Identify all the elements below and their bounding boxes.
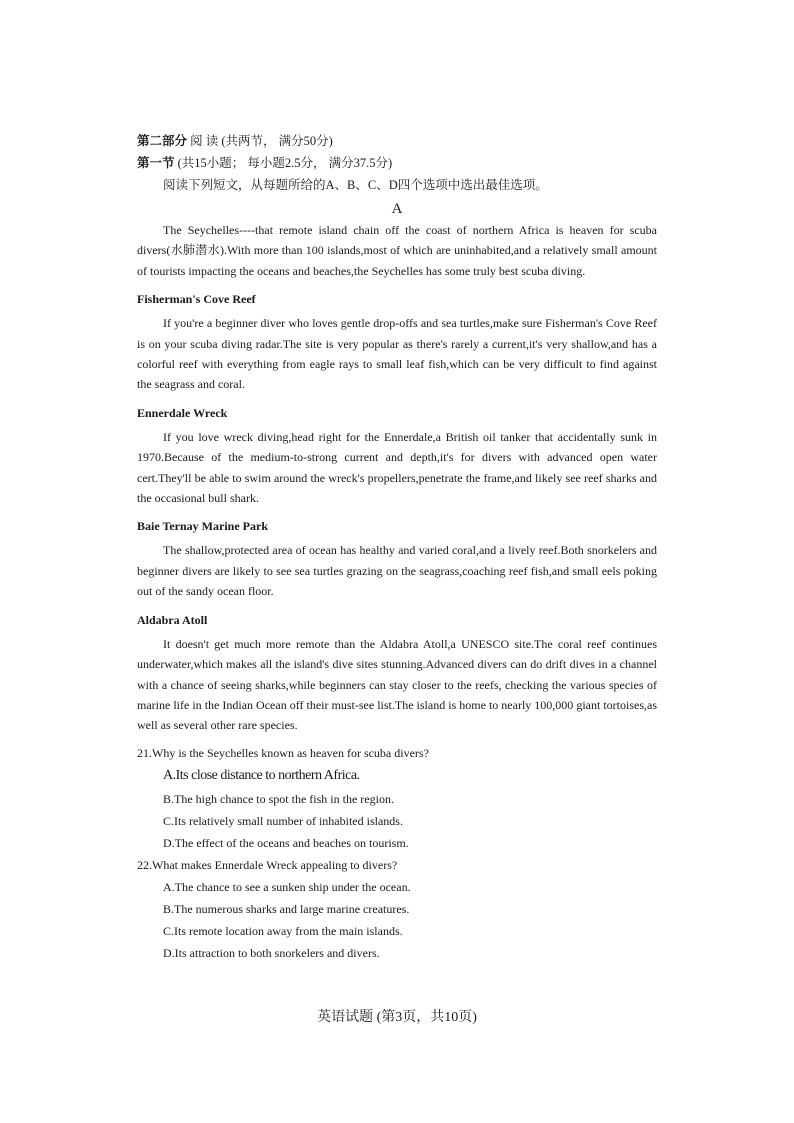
question-stem: 21.Why is the Seychelles known as heaven for scuba divers? [137,745,429,760]
exam-page [137,130,657,964]
section-text-fishermans-cove: If you're a beginner diver who loves gentle drop-offs and sea turtles,make sure Fisherman's Cove Reef is on your scuba diving radar.The site is very popular as there's rarely a current,it's very shallow,and has a colorful reef with everything from eagle rays to small leaf fish,which can be very difficult to find against the seagrass and coral. [137,316,657,392]
question-21 [137,742,657,854]
option-b: B.The high chance to spot the fish in the region. [163,791,394,806]
option-d: D.The effect of the oceans and beaches on tourism. [163,835,409,850]
option-a: A.Its close distance to northern Africa. [163,767,360,783]
section-text-baie-ternay: The shallow,protected area of ocean has healthy and varied coral,and a lively reef.Both snorkelers and beginner divers are likely to see sea turtles grazing on the seagrass,coaching reef fish,and small eels poking out of the sandy ocean floor. [137,543,657,599]
question-22 [137,854,657,964]
option-a: A.The chance to see a sunken ship under the ocean. [163,879,411,894]
passage-letter: A [391,201,403,217]
section-title-aldabra-atoll: Aldabra Atoll [137,612,208,627]
section-label: 第一节 [137,156,175,170]
option-d: D.Its attraction to both snorkelers and divers. [163,945,380,960]
option-c: C.Its relatively small number of inhabited islands. [163,813,403,828]
section-text-ennerdale-wreck: If you love wreck diving,head right for the Ennerdale,a British oil tanker that accidentally sunk in 1970.Because of the medium-to-strong current and depth,it's for divers with advanced open water cert.They'll be able to swim around the wreck's propellers,penetrate the frame,and likely see reef sharks and the occasional bull shark. [137,429,657,506]
section-info: (共15小题； 每小题2.5分， 满分37.5分) [177,156,393,170]
section-title-baie-ternay: Baie Ternay Marine Park [137,519,268,534]
page-footer: 英语试题 (第3页，共10页) [317,1010,477,1025]
part-header [137,130,657,152]
part-title: 阅 读 (共两节， 满分50分) [190,134,333,148]
option-b: B.The numerous sharks and large marine creatures. [163,901,410,916]
passage-intro: The Seychelles----that remote island chain off the coast of northern Africa is heaven for scuba divers(水肺潜水).With more than 100 islands,most of which are uninhabited,and a relatively small amount of tourists impacting the oceans and beaches,the Seychelles has some truly best scuba diving. [137,223,657,278]
section-header [137,152,657,174]
option-c: C.Its remote location away from the main islands. [163,923,403,938]
section-text-aldabra-atoll: It doesn't get much more remote than the Aldabra Atoll,a UNESCO site.The coral reef continues underwater,which makes all the island's dive sites stunning.Advanced divers can do drift dives in a channel with a chance of seeing sharks,while beginners can stay closer to the reefs, checking the various species of marine life in the Indian Ocean off their must-see list.The island is home to nearly 100,000 giant tortoises,as well as several other rare species. [137,636,657,733]
part-label: 第二部分 [137,134,188,148]
section-title-fishermans-cove: Fisherman's Cove Reef [137,292,256,307]
instruction: 阅读下列短文，从每题所给的A、B、C、D四个选项中选出最佳选项。 [163,178,548,192]
section-title-ennerdale-wreck: Ennerdale Wreck [137,405,228,420]
question-stem: 22.What makes Ennerdale Wreck appealing to divers? [137,857,398,872]
